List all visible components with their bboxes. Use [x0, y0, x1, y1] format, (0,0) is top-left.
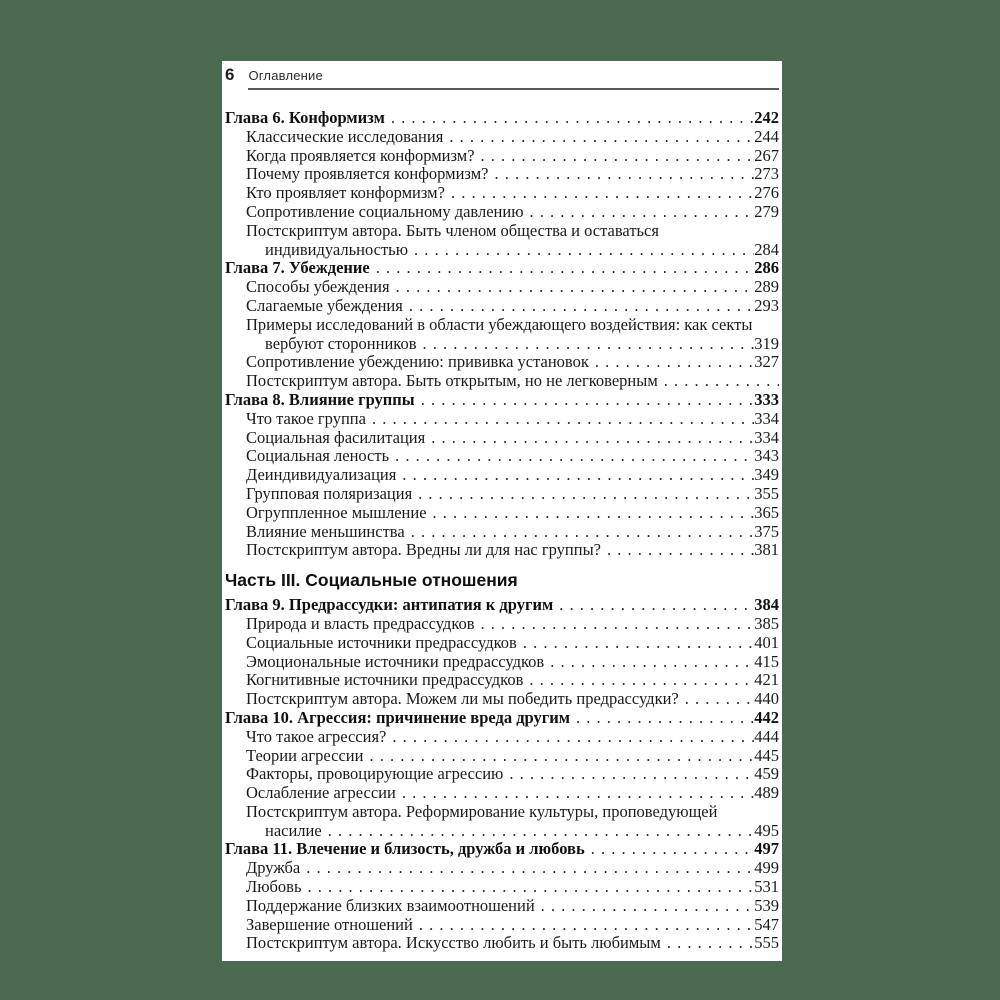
toc-entry-page: 442: [754, 707, 779, 727]
toc-entry-title: Постскриптум автора. Вредны ли для нас группы?: [246, 540, 601, 560]
toc-entry-title: Завершение отношений: [246, 914, 413, 934]
dot-leader: [425, 429, 754, 448]
toc-entry-page: 547: [754, 914, 779, 934]
toc-entry-page: 334: [754, 408, 779, 428]
dot-leader: [408, 241, 754, 260]
toc-item-row: [225, 297, 779, 316]
toc-entry-title: Социальная фасилитация: [246, 427, 426, 447]
toc-entry-title: Постскриптум автора. Быть членом общества и оставаться: [246, 220, 659, 240]
toc-entry-title: Сопротивление убеждению: прививка установок: [246, 352, 589, 372]
toc-entry-title: Огруппленное мышление: [246, 502, 427, 522]
toc-item-row: [225, 147, 779, 166]
toc-entry-title: Дружба: [246, 858, 301, 878]
toc-entry-page: 375: [754, 521, 779, 541]
toc-entry-page: 343: [754, 446, 779, 466]
toc-item-row: [225, 447, 779, 466]
dot-leader: [413, 916, 754, 935]
toc-entry-page: 273: [754, 164, 779, 184]
toc-item-row: [225, 466, 779, 485]
dot-leader: [658, 372, 779, 391]
dot-leader: [300, 859, 754, 878]
toc-entry-page: 539: [754, 895, 779, 915]
toc-entry-page: 497: [754, 839, 779, 859]
toc-item-row: [225, 803, 779, 822]
toc-item-row: [225, 203, 779, 222]
toc-item-row: [225, 615, 779, 634]
toc-entry-page: 276: [754, 183, 779, 203]
dot-leader: [544, 653, 754, 672]
toc-item-row: [225, 878, 779, 897]
toc-entry-page: 445: [754, 745, 779, 765]
toc-entry-page: 244: [754, 126, 779, 146]
dot-leader: [601, 541, 754, 560]
dot-leader: [386, 728, 754, 747]
toc-entry-page: 319: [754, 333, 779, 353]
dot-leader: [475, 147, 755, 166]
toc-item-row: [225, 728, 779, 747]
toc-item-row: [225, 934, 779, 953]
toc-continuation-row: [225, 335, 779, 354]
dot-leader: [403, 297, 754, 316]
toc-item-row: [225, 429, 779, 448]
toc-entry-title: индивидуальностью: [265, 239, 409, 259]
toc-entry-title: Постскриптум автора. Можем ли мы победить предрассудки?: [246, 689, 679, 709]
toc-chapter-row: [225, 596, 779, 615]
toc-entry-title: Постскриптум автора. Реформирование культуры, проповедующей: [246, 801, 718, 821]
toc-entry-page: 489: [754, 783, 779, 803]
toc-entry-title: Глава 8. Влияние группы: [225, 389, 415, 409]
dot-leader: [524, 203, 755, 222]
dot-leader: [412, 485, 754, 504]
toc-entry-page: 334: [754, 427, 779, 447]
part-heading: Часть III. Социальные отношения: [225, 570, 518, 591]
dot-leader: [503, 765, 754, 784]
toc-entry-title: Сопротивление социальному давлению: [246, 201, 524, 221]
book-page: [222, 61, 782, 961]
toc-entry-title: Эмоциональные источники предрассудков: [246, 651, 545, 671]
dot-leader: [443, 128, 754, 147]
running-head: [225, 66, 779, 90]
toc-entry-title: Глава 7. Убеждение: [225, 258, 370, 278]
toc-entry-title: Кто проявляет конформизм?: [246, 183, 445, 203]
toc-entry-title: Когда проявляется конформизм?: [246, 145, 475, 165]
toc-chapter-row: [225, 259, 779, 278]
toc-item-row: [225, 372, 779, 391]
toc-entry-page: 421: [754, 670, 779, 690]
dot-leader: [417, 335, 755, 354]
toc-entry-title: Теории агрессии: [246, 745, 364, 765]
toc-entry-page: 444: [754, 726, 779, 746]
toc-item-row: [225, 747, 779, 766]
toc-entry-title: Групповая поляризация: [246, 483, 413, 503]
dot-leader: [553, 596, 754, 615]
toc-entry-title: Глава 9. Предрассудки: антипатия к другим: [225, 595, 554, 615]
running-head-rule: [248, 67, 779, 90]
toc-entry-title: Примеры исследований в области убеждающего воздействия: как секты: [246, 314, 753, 334]
toc-item-row: [225, 485, 779, 504]
toc-item-row: [225, 410, 779, 429]
dot-leader: [589, 353, 754, 372]
toc-item-row: [225, 523, 779, 542]
toc-entry-page: 349: [754, 465, 779, 485]
toc-entry-page: 459: [754, 764, 779, 784]
toc-item-row: [225, 128, 779, 147]
dot-leader: [661, 934, 754, 953]
toc-entry-title: Постскриптум автора. Искусство любить и быть любимым: [246, 933, 661, 953]
toc-entry-title: Когнитивные источники предрассудков: [246, 670, 524, 690]
dot-leader: [427, 504, 755, 523]
toc-entry-title: Классические исследования: [246, 126, 444, 146]
dot-leader: [366, 410, 754, 429]
toc-entry-page: 365: [754, 502, 779, 522]
toc-item-row: [225, 504, 779, 523]
toc-entry-page: 440: [754, 689, 779, 709]
dot-leader: [517, 634, 754, 653]
toc-entry-page: 293: [754, 295, 779, 315]
toc-entry-page: 279: [754, 201, 779, 221]
toc-entry-title: Поддержание близких взаимоотношений: [246, 895, 535, 915]
toc-item-row: [225, 184, 779, 203]
toc-entry-title: Глава 11. Влечение и близость, дружба и любовь: [225, 839, 585, 859]
dot-leader: [585, 840, 755, 859]
toc-continuation-row: [225, 241, 779, 260]
toc-entry-page: 495: [754, 820, 779, 840]
dot-leader: [445, 184, 754, 203]
toc-item-row: [225, 653, 779, 672]
toc-item-row: [225, 765, 779, 784]
dot-leader: [370, 259, 755, 278]
toc-entry-title: Глава 6. Конформизм: [225, 108, 385, 127]
dot-leader: [390, 278, 755, 297]
toc-entry-page: 284: [754, 239, 779, 259]
toc-entry-page: 286: [754, 258, 779, 278]
toc-entry-title: Способы убеждения: [246, 277, 390, 297]
toc-item-row: [225, 897, 779, 916]
dot-leader: [405, 523, 755, 542]
dot-leader: [389, 447, 754, 466]
toc-entry-title: Что такое агрессия?: [246, 726, 387, 746]
toc-entry-page: 385: [754, 613, 779, 633]
toc-item-row: [225, 634, 779, 653]
dot-leader: [301, 878, 754, 897]
toc-entry-page: 401: [754, 632, 779, 652]
dot-leader: [385, 109, 754, 128]
toc-item-row: [225, 278, 779, 297]
toc-entry-page: 242: [754, 108, 779, 127]
dot-leader: [322, 822, 755, 841]
toc-item-row: [225, 165, 779, 184]
dot-leader: [415, 391, 755, 410]
toc-item-row: [225, 916, 779, 935]
toc-entry-title: Слагаемые убеждения: [246, 295, 403, 315]
toc-entry-title: Социальные источники предрассудков: [246, 632, 517, 652]
toc-entry-page: 355: [754, 483, 779, 503]
toc-entry-page: 499: [754, 858, 779, 878]
toc-entry-title: насилие: [265, 820, 322, 840]
toc-entry-page: 333: [754, 389, 779, 409]
toc-entry-page: 384: [754, 595, 779, 615]
toc-chapter-row: [225, 709, 779, 728]
dot-leader: [488, 165, 754, 184]
toc-chapter-row: [225, 391, 779, 410]
toc-continuation-row: [225, 822, 779, 841]
toc-item-row: [225, 316, 779, 335]
toc-item-row: [225, 671, 779, 690]
dot-leader: [679, 690, 755, 709]
toc-entry-page: 327: [754, 352, 779, 372]
toc-entry-page: 555: [754, 933, 779, 953]
toc-entry-page: 381: [754, 540, 779, 560]
toc-item-row: [225, 353, 779, 372]
running-head-title: Оглавление: [248, 68, 323, 83]
toc-entry-title: Факторы, провоцирующие агрессию: [246, 764, 504, 784]
toc-entry-title: Социальная леность: [246, 446, 390, 466]
toc-entry-title: Постскриптум автора. Быть открытым, но не легковерным: [246, 371, 658, 391]
toc-entry-title: Глава 10. Агрессия: причинение вреда другим: [225, 707, 570, 727]
toc-entry-title: Природа и власть предрассудков: [246, 613, 475, 633]
dot-leader: [523, 671, 754, 690]
toc-entry-title: Ослабление агрессии: [246, 783, 396, 803]
dot-leader: [396, 784, 754, 803]
dot-leader: [396, 466, 754, 485]
toc-entry-title: Почему проявляется конформизм?: [246, 164, 489, 184]
toc-entry-page: 289: [754, 277, 779, 297]
toc-chapter-row: [225, 840, 779, 859]
folio-page-number: 6: [225, 65, 235, 84]
toc-entry-page: 531: [754, 877, 779, 897]
dot-leader: [475, 615, 755, 634]
dot-leader: [570, 709, 754, 728]
toc-entry-title: вербуют сторонников: [265, 333, 417, 353]
toc-item-row: [225, 541, 779, 560]
toc-entry-page: 267: [754, 145, 779, 165]
toc-entry-title: Что такое группа: [246, 408, 366, 428]
toc-entry-page: 415: [754, 651, 779, 671]
toc-item-row: [225, 690, 779, 709]
toc-item-row: [225, 222, 779, 241]
toc-entry-title: Влияние меньшинства: [246, 521, 405, 541]
table-of-contents: [225, 109, 779, 953]
toc-chapter-row: [225, 109, 779, 128]
dot-leader: [363, 747, 754, 766]
toc-item-row: [225, 784, 779, 803]
toc-entry-title: Любовь: [246, 877, 302, 897]
dot-leader: [535, 897, 755, 916]
toc-entry-title: Деиндивидуализация: [246, 465, 397, 485]
toc-item-row: [225, 859, 779, 878]
